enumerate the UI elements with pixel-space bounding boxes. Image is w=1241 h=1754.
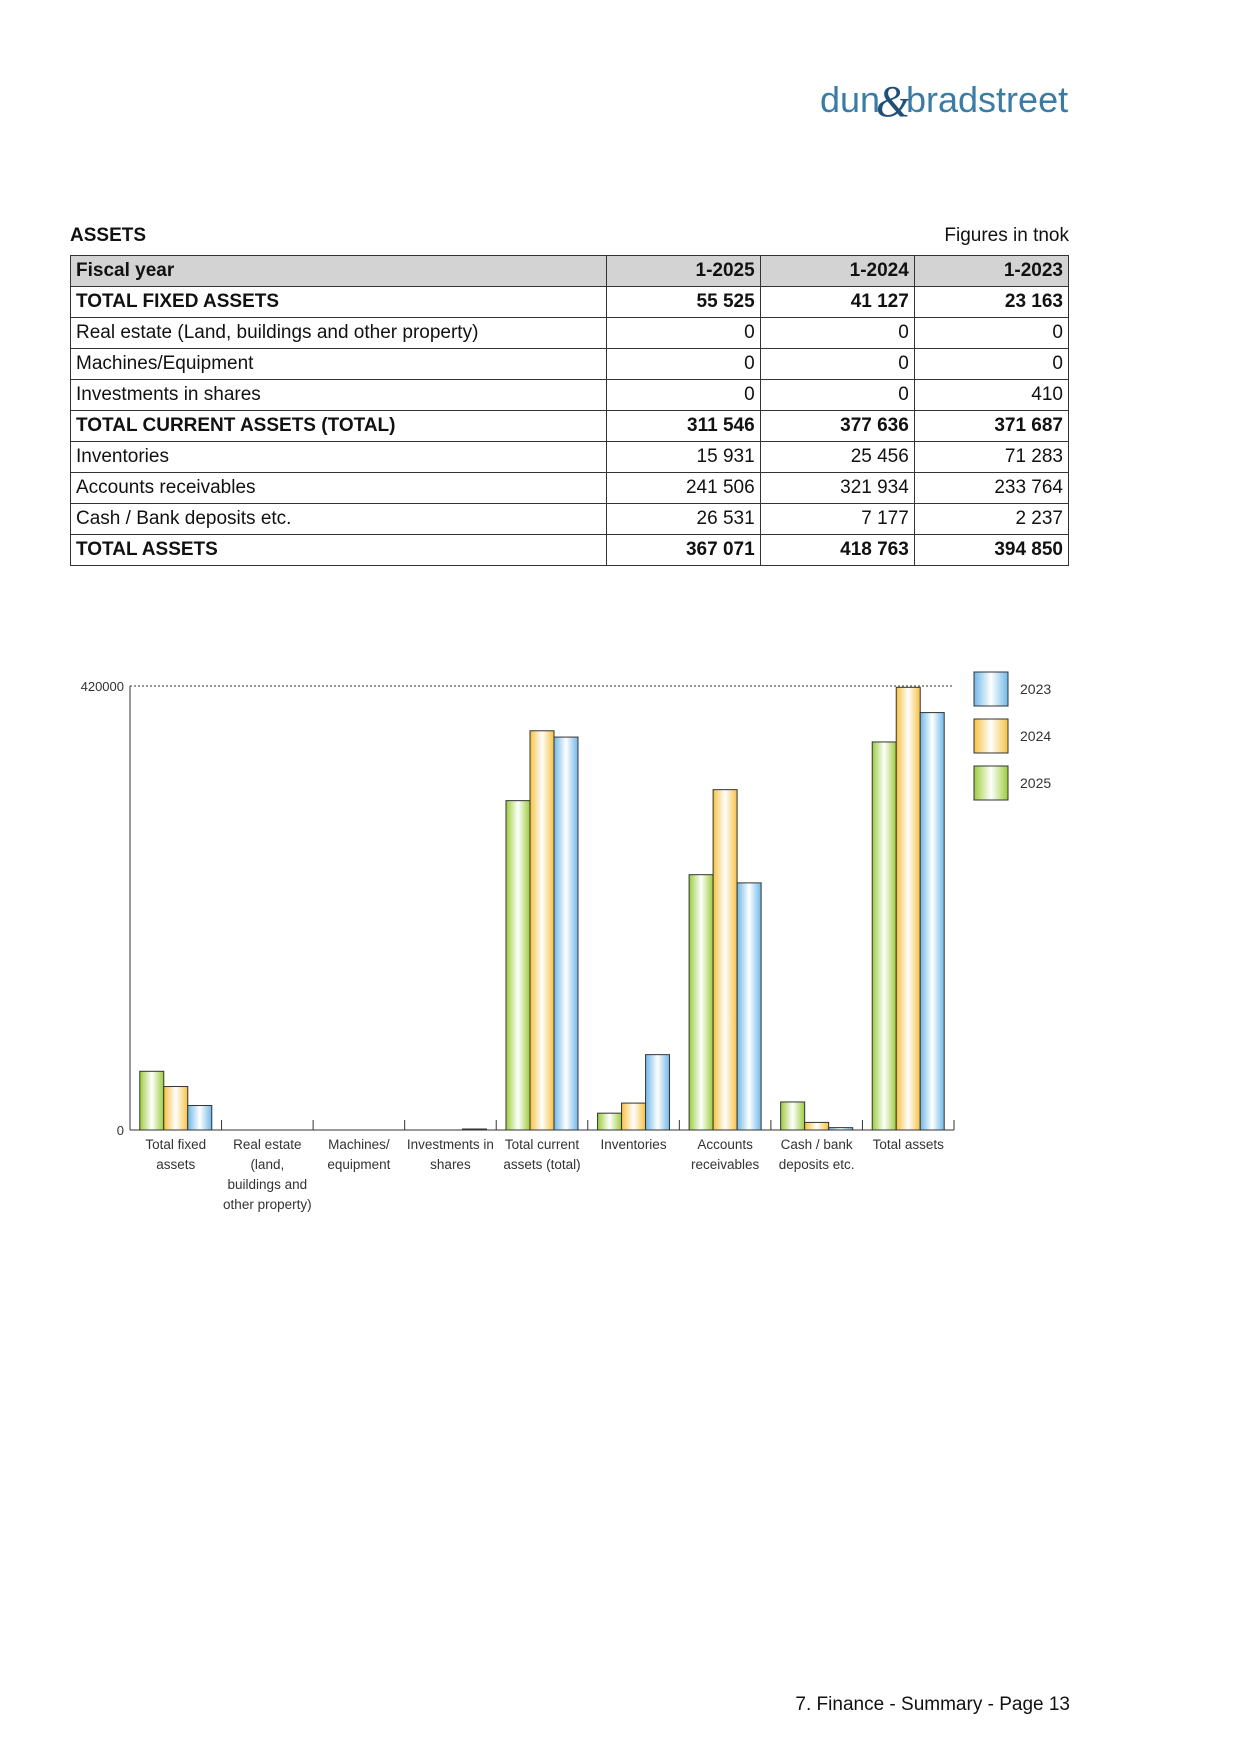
x-category-label: Machines/ <box>328 1137 390 1152</box>
figures-unit-note: Figures in tnok <box>944 225 1069 246</box>
bar-2023-cat-6 <box>737 883 761 1130</box>
bar-2025-cat-7 <box>781 1102 805 1130</box>
table-row <box>71 473 1069 504</box>
logo-ampersand: & <box>876 77 911 126</box>
x-category-label: buildings and <box>227 1177 308 1192</box>
y-tick-label: 420000 <box>80 679 124 694</box>
row-value: 410 <box>914 380 1068 411</box>
bar-2024-cat-6 <box>713 790 737 1130</box>
row-label: Real estate (Land, buildings and other property) <box>71 318 607 349</box>
x-category-label: deposits etc. <box>778 1157 855 1172</box>
row-label: Cash / Bank deposits etc. <box>71 504 607 535</box>
logo-text-bradstreet: bradstreet <box>906 79 1069 120</box>
table-row <box>71 318 1069 349</box>
row-label: TOTAL ASSETS <box>71 535 607 566</box>
bar-2024-cat-7 <box>805 1122 829 1130</box>
x-category-label: Total fixed <box>145 1137 207 1152</box>
x-category-label: other property) <box>223 1197 312 1212</box>
legend-swatch-2024 <box>974 719 1008 753</box>
header-year-2024: 1-2024 <box>760 256 914 287</box>
row-value: 71 283 <box>914 442 1068 473</box>
bar-2023-cat-8 <box>920 713 944 1130</box>
x-category-label: receivables <box>690 1157 760 1172</box>
row-value: 418 763 <box>760 535 914 566</box>
legend-label-2023: 2023 <box>1020 681 1052 697</box>
row-label: TOTAL FIXED ASSETS <box>71 287 607 318</box>
legend-swatch-2025 <box>974 766 1008 800</box>
bar-2023-cat-0 <box>188 1106 212 1130</box>
bar-2023-cat-4 <box>554 737 578 1130</box>
x-category-label: assets (total) <box>503 1157 581 1172</box>
row-value: 25 456 <box>760 442 914 473</box>
x-category-label: Cash / bank <box>780 1137 853 1152</box>
row-value: 7 177 <box>760 504 914 535</box>
row-value: 0 <box>760 318 914 349</box>
x-category-label: Inventories <box>600 1137 667 1152</box>
row-value: 367 071 <box>606 535 760 566</box>
dun-bradstreet-logo <box>820 72 1080 132</box>
row-value: 233 764 <box>914 473 1068 504</box>
x-category-label: Real estate <box>233 1137 302 1152</box>
x-category-label: Investments in <box>406 1137 494 1152</box>
table-row <box>71 349 1069 380</box>
page-footer: 7. Finance - Summary - Page 13 <box>795 1694 1070 1715</box>
x-category-label: assets <box>156 1157 196 1172</box>
row-value: 26 531 <box>606 504 760 535</box>
legend-label-2025: 2025 <box>1020 775 1052 791</box>
bar-2024-cat-4 <box>530 731 554 1130</box>
bar-2025-cat-5 <box>598 1113 622 1130</box>
row-label: Accounts receivables <box>71 473 607 504</box>
bar-2024-cat-0 <box>164 1087 188 1130</box>
table-row <box>71 287 1069 318</box>
header-year-2023: 1-2023 <box>914 256 1068 287</box>
row-value: 321 934 <box>760 473 914 504</box>
table-row <box>71 380 1069 411</box>
table-header-row <box>71 256 1069 287</box>
header-year-2025: 1-2025 <box>606 256 760 287</box>
row-label: Machines/Equipment <box>71 349 607 380</box>
section-title: ASSETS <box>70 225 147 246</box>
row-value: 311 546 <box>606 411 760 442</box>
x-category-label: Accounts <box>697 1137 753 1152</box>
row-label: Inventories <box>71 442 607 473</box>
bar-2025-cat-0 <box>140 1071 164 1130</box>
logo-text-dun: dun <box>820 79 881 120</box>
row-value: 0 <box>914 349 1068 380</box>
row-value: 0 <box>760 380 914 411</box>
row-value: 0 <box>606 349 760 380</box>
row-value: 0 <box>606 380 760 411</box>
y-tick-label: 0 <box>116 1123 124 1138</box>
row-value: 377 636 <box>760 411 914 442</box>
row-label: TOTAL CURRENT ASSETS (TOTAL) <box>71 411 607 442</box>
table-row <box>71 504 1069 535</box>
legend-label-2024: 2024 <box>1020 728 1052 744</box>
row-value: 23 163 <box>914 287 1068 318</box>
bar-2025-cat-6 <box>689 875 713 1130</box>
row-value: 2 237 <box>914 504 1068 535</box>
x-category-label: Total current <box>504 1137 580 1152</box>
table-row <box>71 535 1069 566</box>
bar-2024-cat-5 <box>622 1103 646 1130</box>
x-category-label: shares <box>430 1157 471 1172</box>
row-value: 0 <box>914 318 1068 349</box>
row-value: 55 525 <box>606 287 760 318</box>
row-value: 0 <box>606 318 760 349</box>
table-row <box>71 442 1069 473</box>
bar-2024-cat-8 <box>896 687 920 1130</box>
header-fiscal-year: Fiscal year <box>71 256 607 287</box>
assets-bar-chart <box>60 670 1080 1230</box>
row-label: Investments in shares <box>71 380 607 411</box>
x-category-label: Total assets <box>872 1137 944 1152</box>
row-value: 394 850 <box>914 535 1068 566</box>
row-value: 241 506 <box>606 473 760 504</box>
legend-swatch-2023 <box>974 672 1008 706</box>
bar-2025-cat-4 <box>506 801 530 1130</box>
row-value: 371 687 <box>914 411 1068 442</box>
bar-2025-cat-8 <box>872 742 896 1130</box>
row-value: 41 127 <box>760 287 914 318</box>
row-value: 0 <box>760 349 914 380</box>
bar-2023-cat-5 <box>646 1055 670 1130</box>
row-value: 15 931 <box>606 442 760 473</box>
x-category-label: (land, <box>250 1157 285 1172</box>
table-row <box>71 411 1069 442</box>
x-category-label: equipment <box>327 1157 391 1172</box>
assets-table <box>70 255 1069 566</box>
